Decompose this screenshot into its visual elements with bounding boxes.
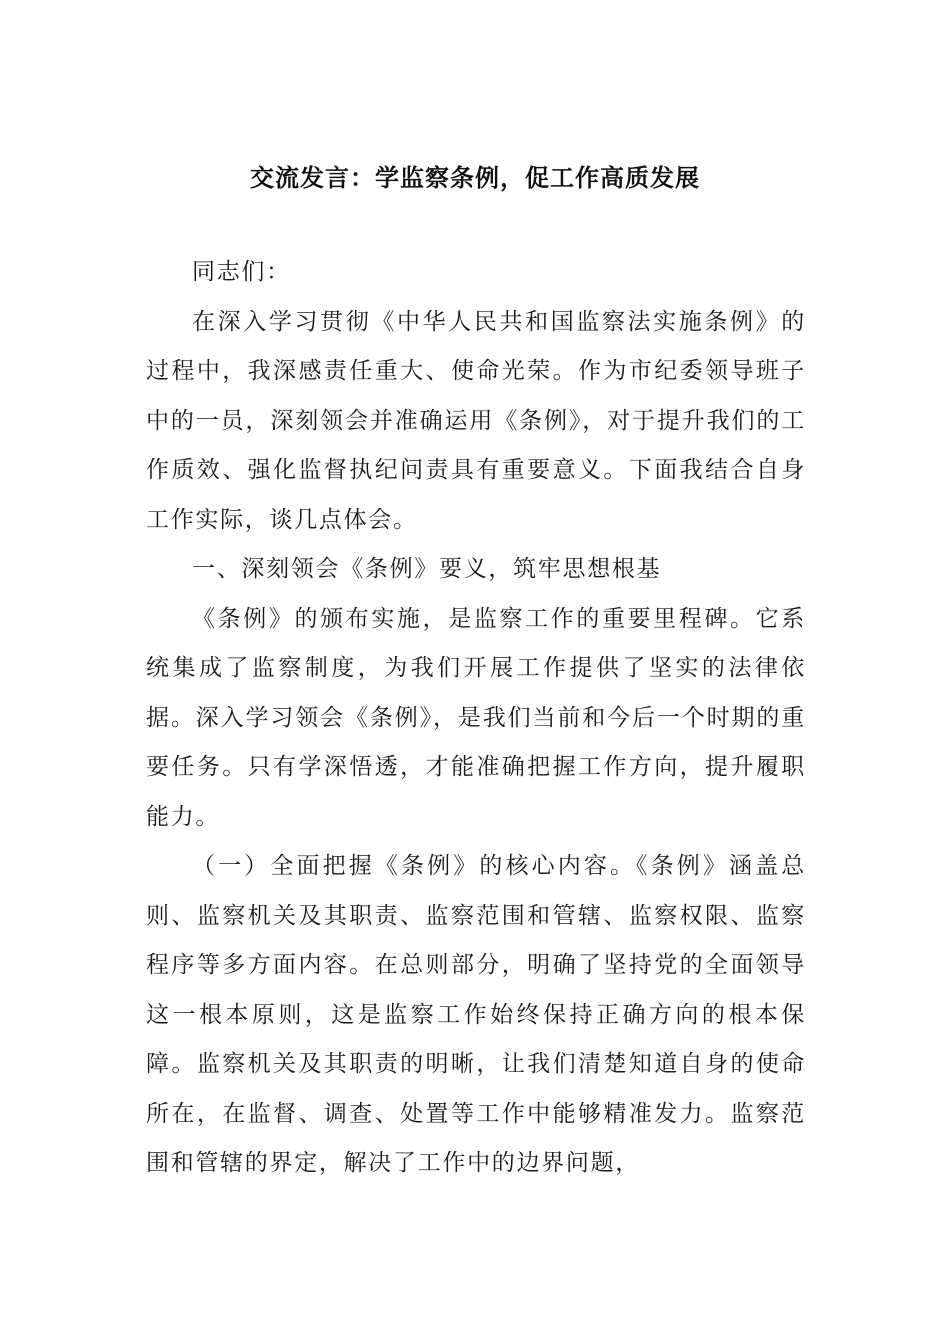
salutation-paragraph: 同志们： [192,259,291,285]
document-body [146,248,806,1189]
intro-paragraph: 在深入学习贯彻《中华人民共和国监察法实施条例》的过程中，我深感责任重大、使命光荣。作为市纪委领导班子中的一员，深刻领会并准确运用《条例》，对于提升我们的工作质效、强化监督执纪问责具有重要意义。下面我结合自身工作实际，谈几点体会。 [146,308,806,533]
subsection-paragraph: （一）全面把握《条例》的核心内容。《条例》涵盖总则、监察机关及其职责、监察范围和管辖、监察权限、监察程序等多方面内容。在总则部分，明确了坚持党的全面领导这一根本原则，这是监察工作始终保持正确方向的根本保障。监察机关及其职责的明晰，让我们清楚知道自身的使命所在，在监督、调查、处置等工作中能够精准发力。监察范围和管辖的界定，解决了工作中的边界问题， [146,853,806,1176]
body-paragraph: 《条例》的颁布实施，是监察工作的重要里程碑。它系统集成了监察制度，为我们开展工作提供了坚实的法律依据。深入学习领会《条例》，是我们当前和今后一个时期的重要任务。只有学深悟透，才能准确把握工作方向，提升履职能力。 [146,605,806,830]
document-title: 交流发言：学监察条例，促工作高质发展 [250,164,700,192]
section-heading: 一、深刻领会《条例》要义，筑牢思想根基 [192,556,662,582]
